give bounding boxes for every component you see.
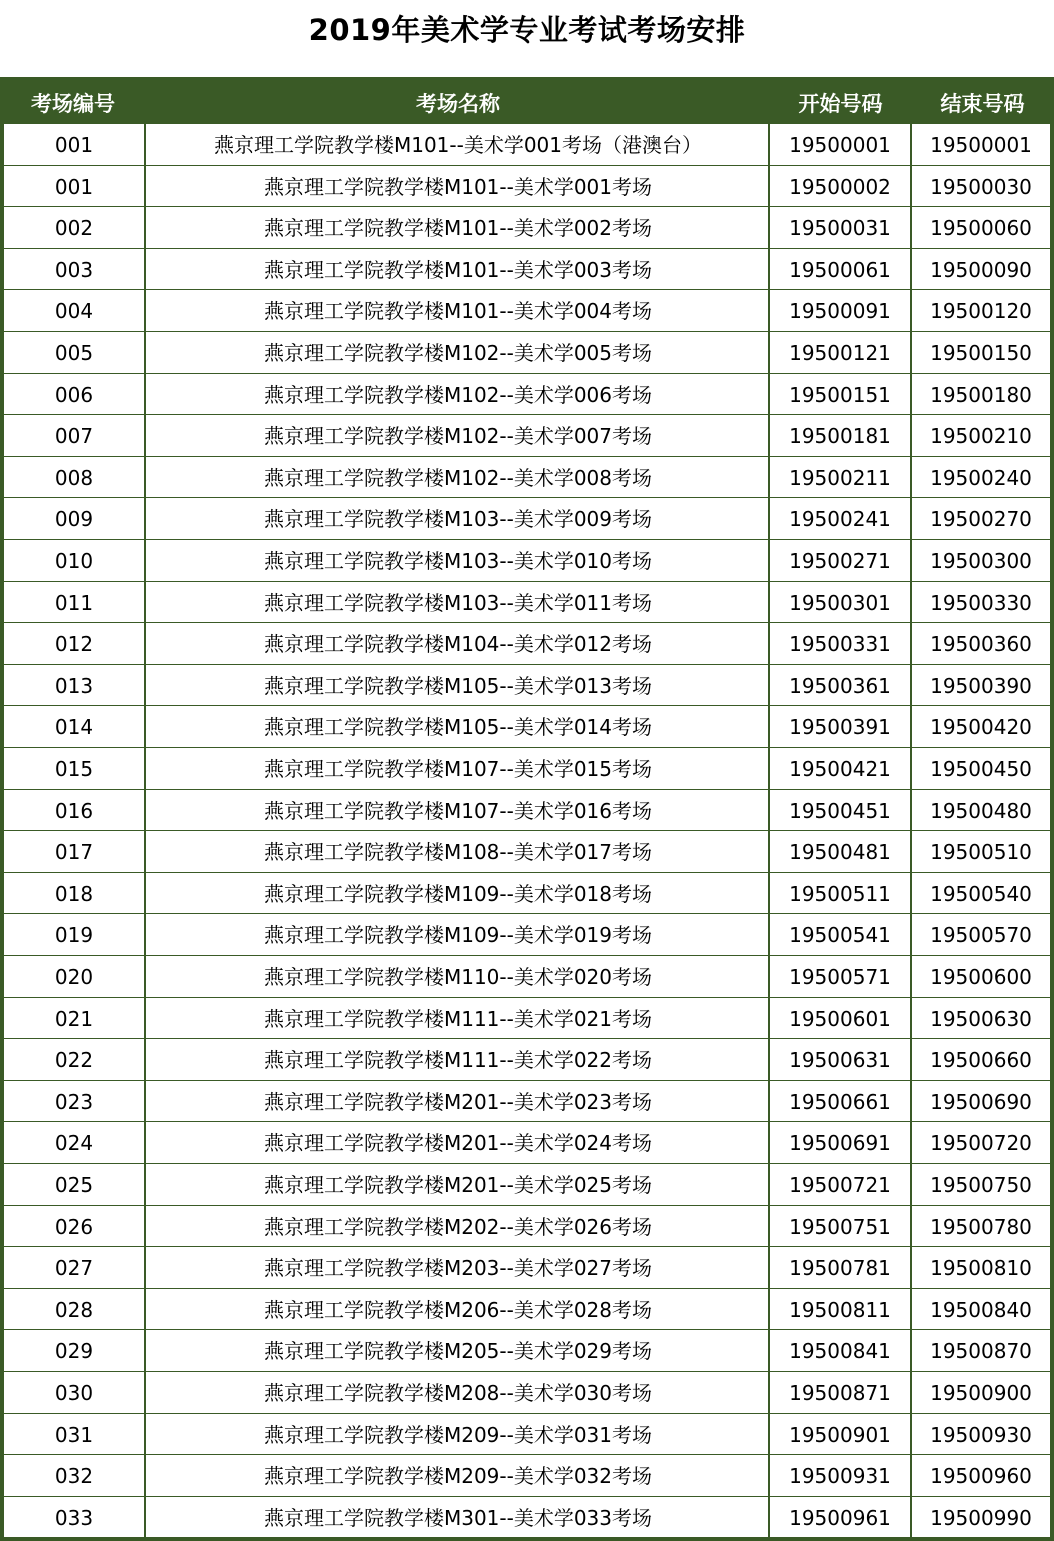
cell-room-no: 002 — [54, 216, 94, 241]
cell-room-name: 燕京理工学院教学楼M201--美术学023考场 — [263, 1089, 653, 1114]
cell-room-no: 018 — [54, 881, 94, 906]
cell-start-no: 19500391 — [789, 715, 891, 740]
cell-end-no: 19500990 — [930, 1505, 1032, 1530]
cell-end-no: 19500570 — [930, 923, 1032, 948]
cell-start-no: 19500331 — [789, 632, 891, 657]
cell-end-no: 19500840 — [930, 1297, 1032, 1322]
table-row — [4, 1330, 1050, 1372]
cell-room-no: 025 — [54, 1173, 94, 1197]
cell-room-name: 燕京理工学院教学楼M111--美术学021考场 — [263, 1006, 653, 1031]
cell-room-name: 燕京理工学院教学楼M201--美术学025考场 — [263, 1173, 653, 1197]
cell-room-no: 003 — [54, 257, 94, 282]
cell-room-no: 006 — [54, 382, 94, 407]
table-row — [4, 498, 1050, 540]
cell-room-no: 028 — [54, 1297, 94, 1322]
cell-room-name: 燕京理工学院教学楼M103--美术学011考场 — [263, 590, 653, 615]
cell-room-no: 017 — [54, 840, 94, 865]
cell-start-no: 19500871 — [789, 1381, 891, 1405]
cell-room-name: 燕京理工学院教学楼M103--美术学009考场 — [263, 507, 653, 532]
cell-end-no: 19500450 — [930, 757, 1032, 781]
table-row — [4, 790, 1050, 832]
cell-start-no: 19500361 — [789, 673, 891, 698]
cell-room-no: 010 — [54, 549, 94, 573]
table-row — [4, 1247, 1050, 1289]
cell-end-no: 19500330 — [930, 590, 1032, 615]
column-divider — [768, 124, 770, 1538]
cell-start-no: 19500961 — [789, 1505, 891, 1530]
cell-room-no: 032 — [54, 1464, 94, 1489]
table-row — [4, 1497, 1050, 1539]
cell-room-no: 001 — [54, 133, 94, 157]
table-row — [4, 1289, 1050, 1331]
cell-room-no: 026 — [54, 1214, 94, 1239]
cell-room-name: 燕京理工学院教学楼M201--美术学024考场 — [263, 1131, 653, 1156]
cell-room-name: 燕京理工学院教学楼M209--美术学031考场 — [263, 1422, 653, 1447]
table-row — [4, 207, 1050, 249]
cell-room-name: 燕京理工学院教学楼M101--美术学002考场 — [263, 216, 653, 241]
cell-room-name: 燕京理工学院教学楼M206--美术学028考场 — [263, 1297, 653, 1322]
table-row — [4, 748, 1050, 790]
cell-room-no: 009 — [54, 507, 94, 532]
cell-room-name: 燕京理工学院教学楼M105--美术学014考场 — [263, 715, 653, 740]
table-row — [4, 374, 1050, 416]
cell-end-no: 19500810 — [930, 1256, 1032, 1281]
cell-room-no: 023 — [54, 1089, 94, 1114]
cell-end-no: 19500300 — [930, 549, 1032, 573]
cell-room-no: 027 — [54, 1256, 94, 1281]
cell-room-name: 燕京理工学院教学楼M102--美术学007考场 — [263, 424, 653, 449]
cell-start-no: 19500481 — [789, 840, 891, 865]
cell-room-name: 燕京理工学院教学楼M203--美术学027考场 — [263, 1256, 653, 1281]
cell-start-no: 19500121 — [789, 341, 891, 365]
cell-start-no: 19500511 — [789, 881, 891, 906]
cell-room-name: 燕京理工学院教学楼M104--美术学012考场 — [263, 632, 653, 657]
cell-start-no: 19500841 — [789, 1339, 891, 1364]
cell-end-no: 19500120 — [930, 299, 1032, 324]
cell-end-no: 19500360 — [930, 632, 1032, 657]
cell-start-no: 19500301 — [789, 590, 891, 615]
cell-start-no: 19500241 — [789, 507, 891, 532]
table-row — [4, 956, 1050, 998]
header-room-name: 考场名称 — [416, 92, 500, 116]
table-row — [4, 415, 1050, 457]
cell-end-no: 19500390 — [930, 673, 1032, 698]
cell-start-no: 19500661 — [789, 1089, 891, 1114]
cell-start-no: 19500061 — [789, 257, 891, 282]
cell-room-name: 燕京理工学院教学楼M109--美术学018考场 — [263, 881, 653, 906]
table-row — [4, 457, 1050, 499]
cell-room-name: 燕京理工学院教学楼M103--美术学010考场 — [263, 549, 653, 573]
cell-room-name: 燕京理工学院教学楼M111--美术学022考场 — [263, 1048, 653, 1073]
cell-end-no: 19500060 — [930, 216, 1032, 241]
table-row — [4, 1122, 1050, 1164]
cell-room-no: 030 — [54, 1381, 94, 1405]
cell-end-no: 19500270 — [930, 507, 1032, 532]
table-row — [4, 1455, 1050, 1497]
cell-start-no: 19500091 — [789, 299, 891, 324]
cell-end-no: 19500090 — [930, 257, 1032, 282]
column-divider — [910, 124, 912, 1538]
cell-room-no: 013 — [54, 673, 94, 698]
cell-start-no: 19500901 — [789, 1422, 891, 1447]
cell-end-no: 19500780 — [930, 1214, 1032, 1239]
cell-end-no: 19500510 — [930, 840, 1032, 865]
table-row — [4, 1039, 1050, 1081]
cell-start-no: 19500571 — [789, 965, 891, 989]
cell-end-no: 19500870 — [930, 1339, 1032, 1364]
table-row — [4, 623, 1050, 665]
cell-room-no: 004 — [54, 299, 94, 324]
cell-room-name: 燕京理工学院教学楼M109--美术学019考场 — [263, 923, 653, 948]
cell-start-no: 19500181 — [789, 424, 891, 449]
cell-end-no: 19500001 — [930, 133, 1032, 157]
cell-start-no: 19500031 — [789, 216, 891, 241]
cell-end-no: 19500960 — [930, 1464, 1032, 1489]
cell-room-no: 022 — [54, 1048, 94, 1073]
cell-room-no: 021 — [54, 1006, 94, 1031]
cell-room-name: 燕京理工学院教学楼M110--美术学020考场 — [263, 965, 653, 989]
table-row — [4, 166, 1050, 208]
table-body — [4, 124, 1050, 1537]
cell-room-name: 燕京理工学院教学楼M101--美术学004考场 — [263, 299, 653, 324]
cell-start-no: 19500151 — [789, 382, 891, 407]
header-end-no: 结束号码 — [940, 92, 1025, 116]
cell-end-no: 19500150 — [930, 341, 1032, 365]
cell-room-name: 燕京理工学院教学楼M107--美术学016考场 — [263, 798, 653, 823]
cell-end-no: 19500480 — [930, 798, 1032, 823]
cell-start-no: 19500001 — [789, 133, 891, 157]
cell-end-no: 19500900 — [930, 1381, 1032, 1405]
cell-room-no: 014 — [54, 715, 94, 740]
cell-room-no: 008 — [54, 465, 94, 490]
table-row — [4, 1081, 1050, 1123]
table-row — [4, 665, 1050, 707]
cell-room-name: 燕京理工学院教学楼M102--美术学006考场 — [263, 382, 653, 407]
cell-start-no: 19500811 — [789, 1297, 891, 1322]
table-row — [4, 540, 1050, 582]
cell-start-no: 19500271 — [789, 549, 891, 573]
cell-start-no: 19500721 — [789, 1173, 891, 1197]
cell-start-no: 19500751 — [789, 1214, 891, 1239]
cell-room-name: 燕京理工学院教学楼M107--美术学015考场 — [263, 757, 653, 781]
cell-room-name: 燕京理工学院教学楼M202--美术学026考场 — [263, 1214, 653, 1239]
cell-end-no: 19500540 — [930, 881, 1032, 906]
cell-end-no: 19500420 — [930, 715, 1032, 740]
cell-room-no: 015 — [54, 757, 94, 781]
cell-room-no: 001 — [54, 174, 94, 199]
table-row — [4, 873, 1050, 915]
table-row — [4, 582, 1050, 624]
table-row — [4, 706, 1050, 748]
table-row — [4, 290, 1050, 332]
cell-room-name: 燕京理工学院教学楼M101--美术学001考场 — [263, 174, 653, 199]
cell-room-no: 019 — [54, 923, 94, 948]
cell-end-no: 19500720 — [930, 1131, 1032, 1156]
header-room-no: 考场编号 — [31, 92, 115, 116]
cell-start-no: 19500421 — [789, 757, 891, 781]
cell-room-no: 020 — [54, 965, 94, 989]
cell-end-no: 19500030 — [930, 174, 1032, 199]
page-title: 2019年美术学专业考试考场安排 — [308, 13, 746, 47]
cell-end-no: 19500690 — [930, 1089, 1032, 1114]
table-row — [4, 249, 1050, 291]
column-divider — [144, 124, 146, 1538]
cell-room-name: 燕京理工学院教学楼M101--美术学003考场 — [263, 257, 653, 282]
cell-room-name: 燕京理工学院教学楼M205--美术学029考场 — [263, 1339, 653, 1364]
cell-start-no: 19500601 — [789, 1006, 891, 1031]
cell-end-no: 19500180 — [930, 382, 1032, 407]
cell-room-no: 005 — [54, 341, 94, 365]
cell-room-no: 029 — [54, 1339, 94, 1364]
cell-end-no: 19500240 — [930, 465, 1032, 490]
cell-room-name: 燕京理工学院教学楼M108--美术学017考场 — [263, 840, 653, 865]
cell-room-no: 007 — [54, 424, 94, 449]
cell-room-no: 033 — [54, 1505, 94, 1530]
cell-end-no: 19500930 — [930, 1422, 1032, 1447]
cell-room-no: 011 — [54, 590, 94, 615]
cell-room-name: 燕京理工学院教学楼M102--美术学005考场 — [263, 341, 653, 365]
cell-start-no: 19500541 — [789, 923, 891, 948]
cell-end-no: 19500660 — [930, 1048, 1032, 1073]
cell-end-no: 19500600 — [930, 965, 1032, 989]
table-row — [4, 1414, 1050, 1456]
table-row — [4, 124, 1050, 166]
cell-end-no: 19500750 — [930, 1173, 1032, 1197]
cell-start-no: 19500002 — [789, 174, 891, 199]
cell-room-name: 燕京理工学院教学楼M209--美术学032考场 — [263, 1464, 653, 1489]
header-start-no: 开始号码 — [798, 92, 883, 116]
cell-end-no: 19500210 — [930, 424, 1032, 449]
table-row — [4, 1164, 1050, 1206]
cell-room-no: 024 — [54, 1131, 94, 1156]
cell-start-no: 19500781 — [789, 1256, 891, 1281]
cell-room-name: 燕京理工学院教学楼M105--美术学013考场 — [263, 673, 653, 698]
cell-start-no: 19500931 — [789, 1464, 891, 1489]
table-row — [4, 914, 1050, 956]
cell-room-no: 031 — [54, 1422, 94, 1447]
cell-start-no: 19500631 — [789, 1048, 891, 1073]
cell-room-name: 燕京理工学院教学楼M208--美术学030考场 — [263, 1381, 653, 1405]
cell-room-name: 燕京理工学院教学楼M101--美术学001考场（港澳台） — [213, 133, 703, 157]
table-row — [4, 1372, 1050, 1414]
cell-start-no: 19500211 — [789, 465, 891, 490]
cell-room-name: 燕京理工学院教学楼M301--美术学033考场 — [263, 1505, 653, 1530]
table-row — [4, 1206, 1050, 1248]
table-row — [4, 831, 1050, 873]
cell-room-name: 燕京理工学院教学楼M102--美术学008考场 — [263, 465, 653, 490]
cell-start-no: 19500451 — [789, 798, 891, 823]
cell-room-no: 016 — [54, 798, 94, 823]
cell-start-no: 19500691 — [789, 1131, 891, 1156]
table-row — [4, 332, 1050, 374]
table-header — [0, 78, 1054, 124]
cell-end-no: 19500630 — [930, 1006, 1032, 1031]
cell-room-no: 012 — [54, 632, 94, 657]
table-row — [4, 998, 1050, 1040]
